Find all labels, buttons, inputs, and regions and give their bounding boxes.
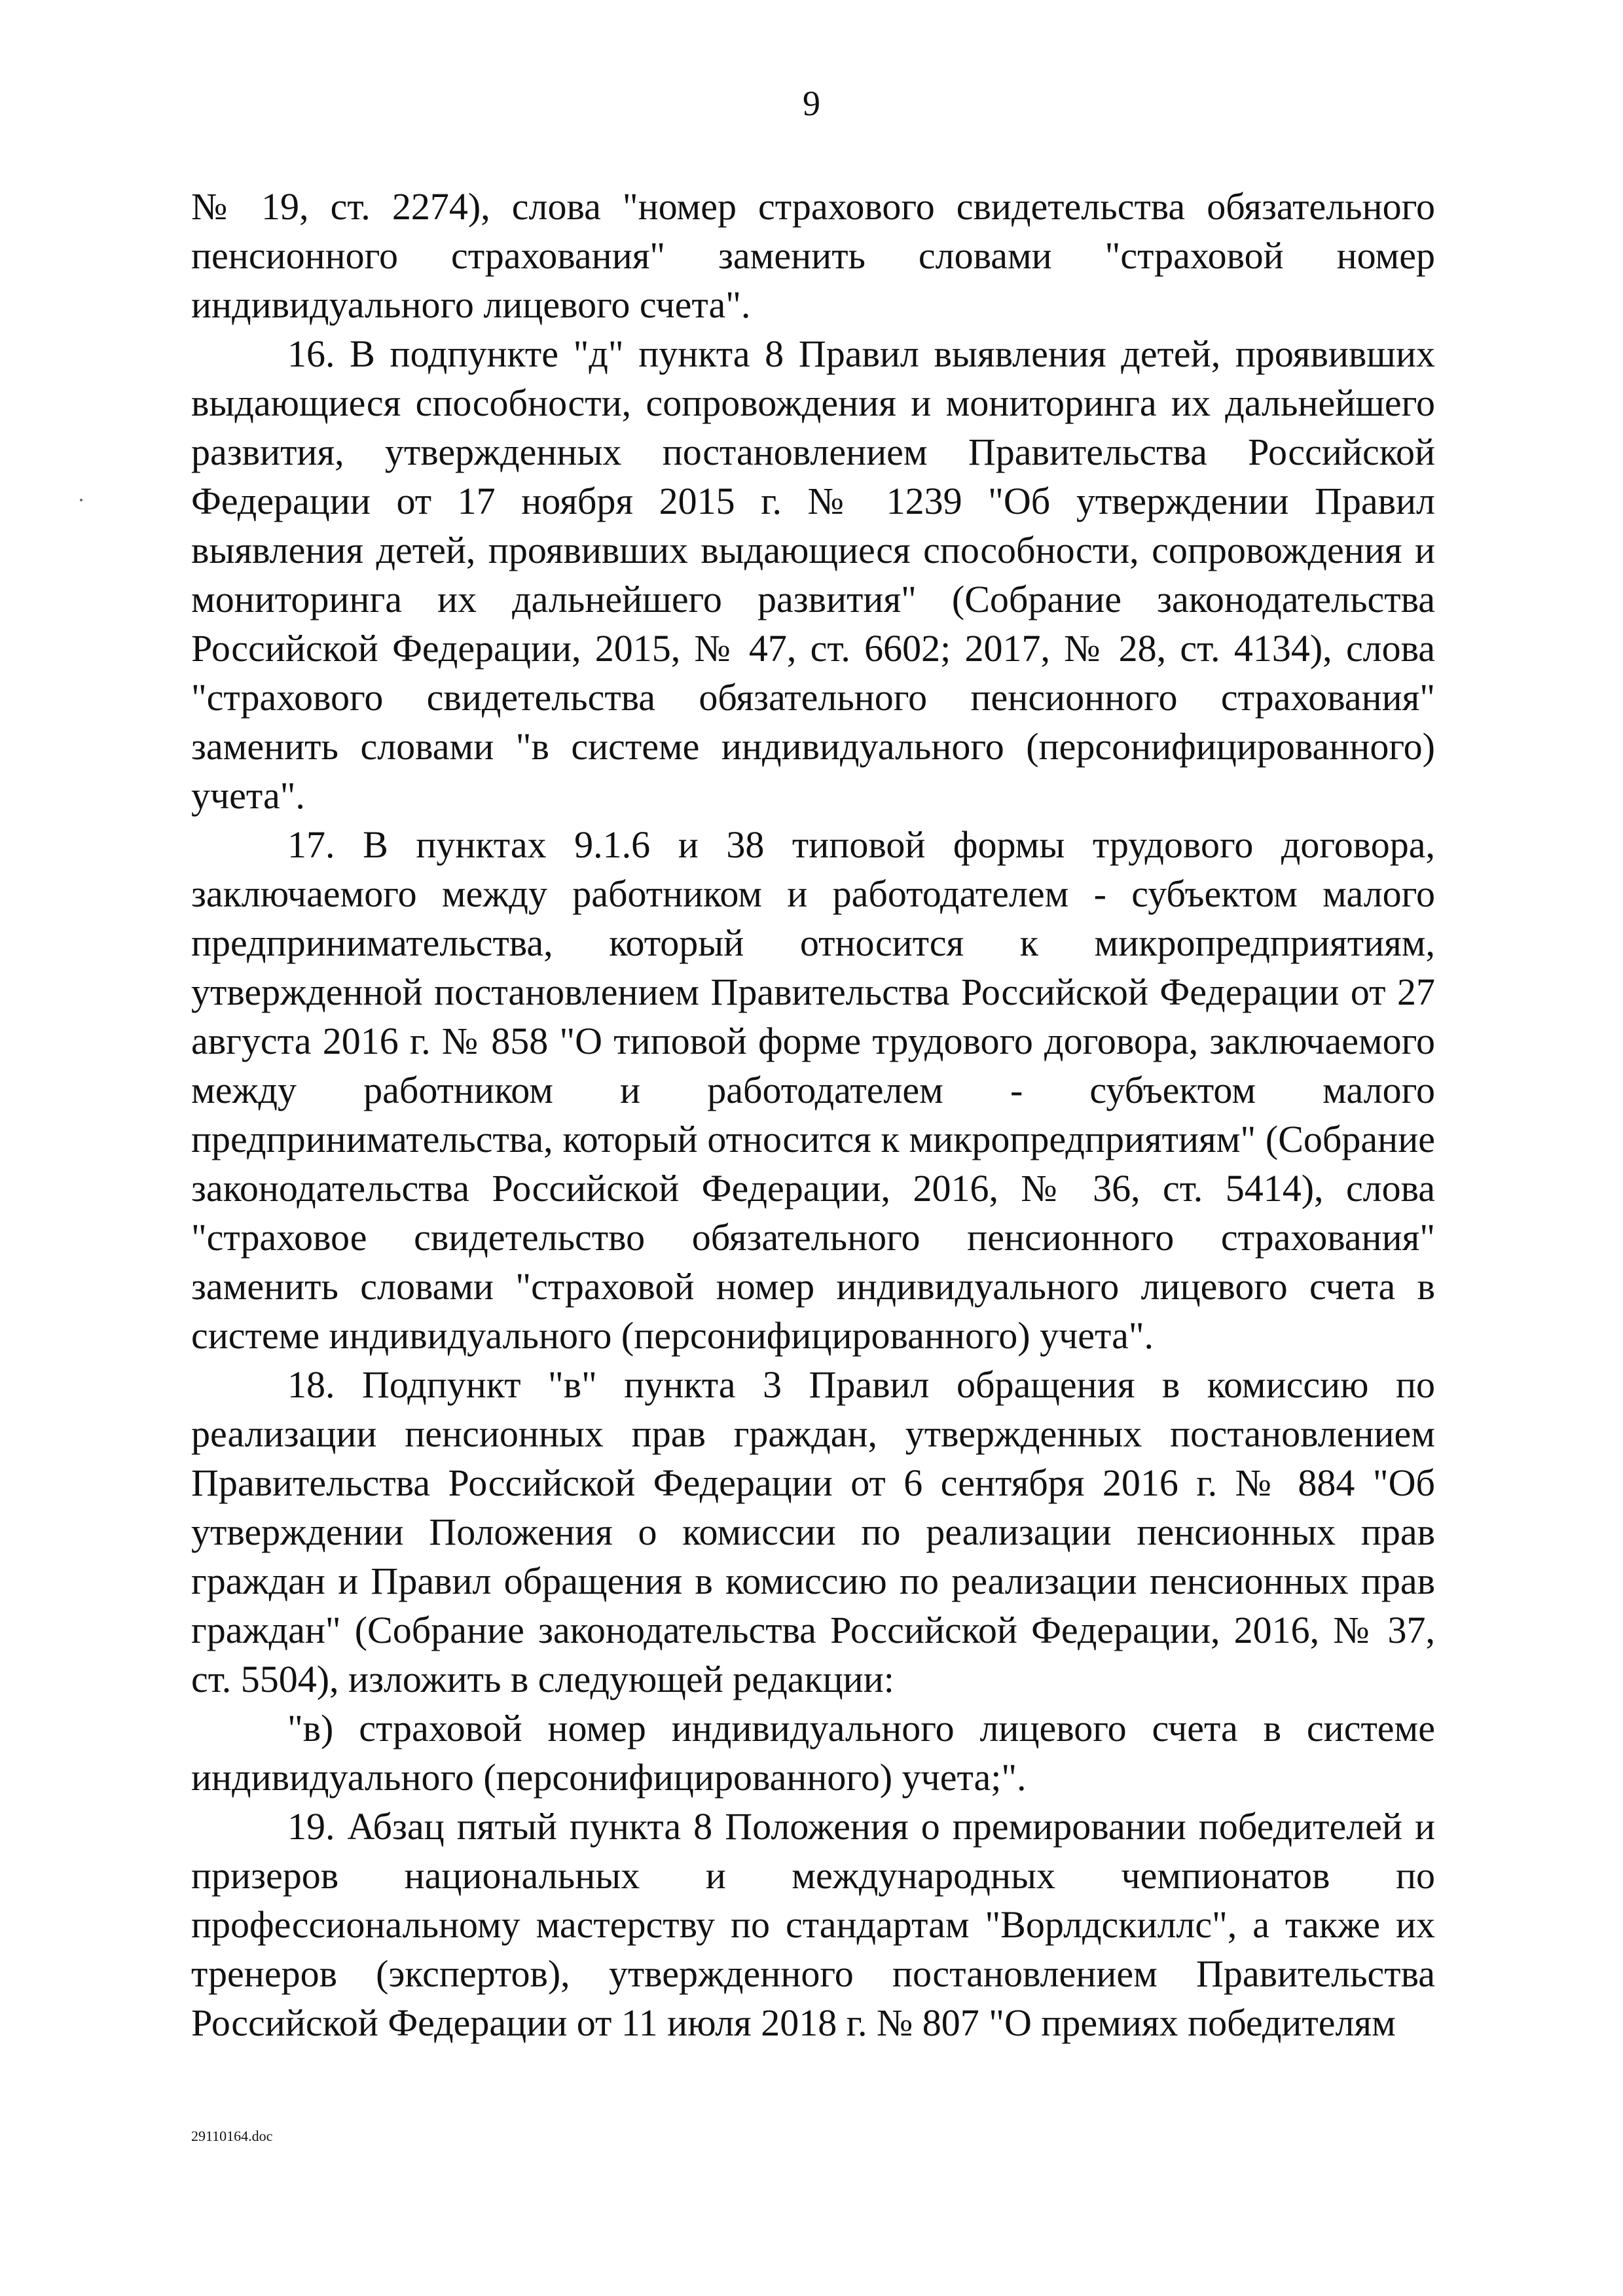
page-number: 9 — [803, 84, 820, 123]
paragraph-item-18: 18. Подпункт "в" пункта 3 Правил обращения в комиссию по реализации пенсионных прав граждан, утвержденных постановлением Правительства Российской Федерации от 6 сентября 2016 г. № 884 "Об утверждении Положения о комиссии по реализации пенсионных прав граждан и Правил обращения в комиссию по реализации пенсионных прав граждан" (Собрание законодательства Российской Федерации, 2016, № 37, ст. 5504), изложить в следующей редакции: — [191, 1363, 1435, 1700]
document-body — [191, 182, 1435, 2047]
paragraph-item-16: 16. В подпункте "д" пункта 8 Правил выявления детей, проявивших выдающиеся способности, сопровождения и мониторинга их дальнейшего развития, утвержденных постановлением Правительства Российской Федерации от 17 ноября 2015 г. № 1239 "Об утверждении Правил выявления детей, проявивших выдающиеся способности, сопровождения и мониторинга их дальнейшего развития" (Собрание законодательства Российской Федерации, 2015, № 47, ст. 6602; 2017, № 28, ст. 4134), слова "страхового свидетельства обязательного пенсионного страхования" заменить словами "в системе индивидуального (персонифицированного) учета". — [191, 332, 1435, 817]
scan-artifact-dot — [80, 499, 82, 501]
paragraph-item-19: 19. Абзац пятый пункта 8 Положения о премировании победителей и призеров национальных и международных чемпионатов по профессиональному мастерству по стандартам "Ворлдскиллс", а также их тренеров (экспертов), утвержденного постановлением Правительства Российской Федерации от 11 июля 2018 г. № 807 "О премиях победителям — [191, 1805, 1435, 2044]
paragraph-continuation: № 19, ст. 2274), слова "номер страхового свидетельства обязательного пенсионного страхования" заменить словами "страховой номер индивидуального лицевого счета". — [191, 185, 1435, 326]
footer-doc-id: 29110164.doc — [191, 2128, 273, 2144]
paragraph-item-18-quote: "в) страховой номер индивидуального лицевого счета в системе индивидуального (персонифицированного) учета;". — [191, 1707, 1435, 1799]
paragraph-item-17: 17. В пунктах 9.1.6 и 38 типовой формы трудового договора, заключаемого между работником и работодателем - субъектом малого предпринимательства, который относится к микропредприятиям, утвержденной постановлением Правительства Российской Федерации от 27 августа 2016 г. № 858 "О типовой форме трудового договора, заключаемого между работником и работодателем - субъектом малого предпринимательства, который относится к микропредприятиям" (Собрание законодательства Российской Федерации, 2016, № 36, ст. 5414), слова "страховое свидетельство обязательного пенсионного страхования" заменить словами "страховой номер индивидуального лицевого счета в системе индивидуального (персонифицированного) учета". — [191, 823, 1435, 1357]
